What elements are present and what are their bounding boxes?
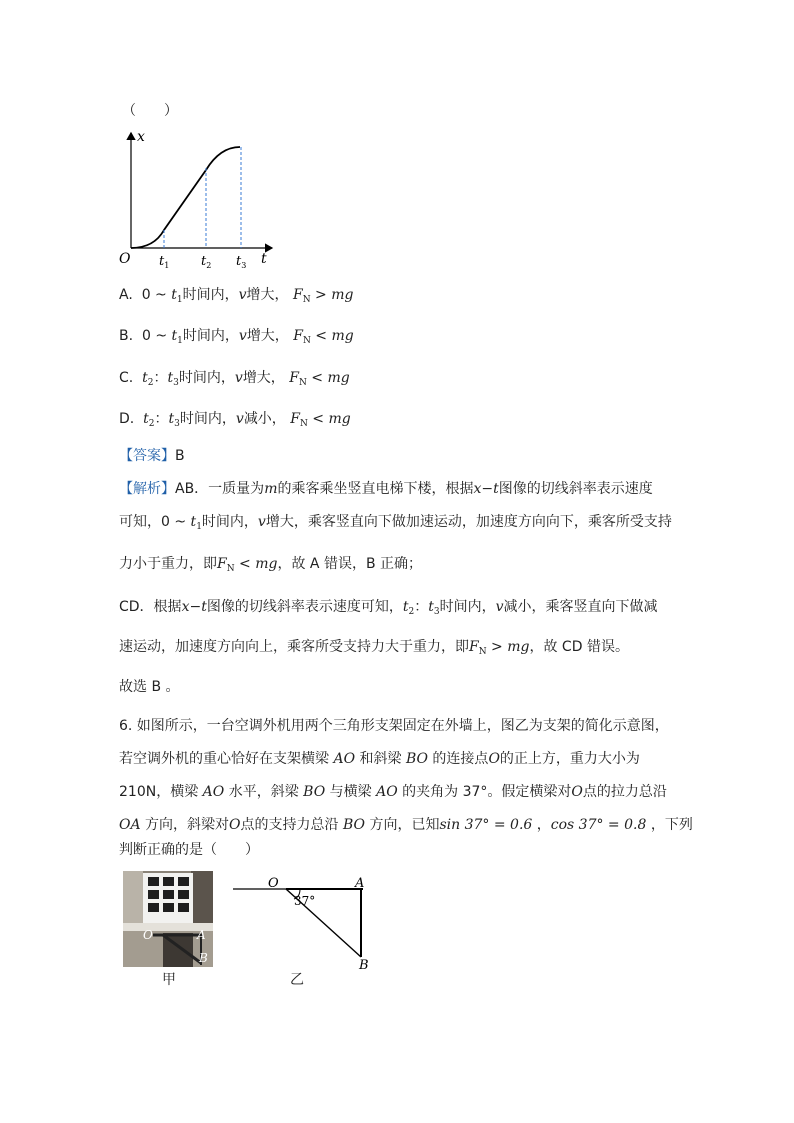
option-c: C. $t_2$：$t_3$时间内，v增大， $F_N$ < mg bbox=[119, 370, 350, 388]
q6-line-1: 6. 如图所示，一台空调外机用两个三角形支架固定在外墙上，图乙为支架的简化示意图， bbox=[119, 718, 669, 734]
t-axis-label: t bbox=[261, 251, 267, 267]
photo-jia bbox=[123, 871, 213, 967]
analysis-line-1: 【解析】AB．一质量为m的乘客乘坐竖直电梯下楼，根据x−t图像的切线斜率表示速度 bbox=[119, 481, 653, 497]
bracket-diagram bbox=[228, 873, 388, 973]
tick-t1: $t_1$ bbox=[159, 254, 170, 268]
diagram-label-o: O bbox=[268, 876, 279, 891]
diagram-caption: 乙 bbox=[290, 972, 304, 988]
tick-t3: $t_3$ bbox=[236, 254, 247, 268]
q6-line-4: OA 方向，斜梁对O点的支持力总沿 BO 方向，已知sin 37° = 0.6 ，cos 37° = 0.8 ，下列 bbox=[119, 817, 693, 833]
answer-line bbox=[119, 446, 185, 466]
answer-value: B bbox=[175, 448, 185, 464]
analysis-line-2: 可知，0 ~ $t_1$时间内，v增大，乘客竖直向下做加速运动，加速度方向向下，乘客所受支持 bbox=[119, 514, 672, 532]
option-b: B. 0 ~ $t_1$时间内，v增大， $F_N$ < mg bbox=[119, 328, 354, 346]
answer-label: 【答案】 bbox=[119, 448, 175, 464]
photo-caption: 甲 bbox=[162, 972, 176, 988]
xt-curve bbox=[131, 147, 240, 248]
option-d: D. $t_2$：$t_3$时间内，v减小， $F_N$ < mg bbox=[119, 411, 351, 429]
q6-line-2: 若空调外机的重心恰好在支架横梁 AO 和斜梁 BO 的连接点O的正上方，重力大小为 bbox=[119, 751, 640, 767]
option-a: A. 0 ~ $t_1$时间内，v增大， $F_N$ > mg bbox=[119, 287, 354, 305]
photo-label-o: O bbox=[143, 928, 153, 942]
q6-line-3: 210N，横梁 AO 水平，斜梁 BO 与横梁 AO 的夹角为 37°。假定横梁对O点的拉力总沿 bbox=[119, 784, 667, 800]
analysis-line-5: 速运动，加速度方向向上，乘客所受支持力大于重力，即$F_N$ > mg，故 CD 错误。 bbox=[119, 639, 629, 657]
x-axis-label: x bbox=[137, 129, 145, 145]
analysis-line-6: 故选 B 。 bbox=[119, 679, 180, 695]
analysis-line-4: CD．根据x−t图像的切线斜率表示速度可知，$t_2$：$t_3$时间内，v减小，乘客竖直向下做减 bbox=[119, 599, 658, 617]
xt-graph bbox=[112, 128, 282, 268]
q6-line-5: 判断正确的是（ ） bbox=[119, 842, 259, 858]
photo-label-a: A bbox=[197, 928, 206, 942]
photo-label-b: B bbox=[199, 951, 208, 965]
question-paren: （ ） bbox=[122, 103, 178, 119]
diagram-label-b: B bbox=[359, 958, 369, 973]
diagram-angle-label: 37° bbox=[294, 894, 316, 908]
tick-t2: $t_2$ bbox=[201, 254, 212, 268]
origin-label: O bbox=[119, 251, 131, 267]
analysis-line-3: 力小于重力，即$F_N$ < mg，故 A 错误，B 正确； bbox=[119, 556, 423, 574]
analysis-label: 【解析】 bbox=[119, 481, 175, 497]
diagram-label-a: A bbox=[355, 876, 365, 891]
